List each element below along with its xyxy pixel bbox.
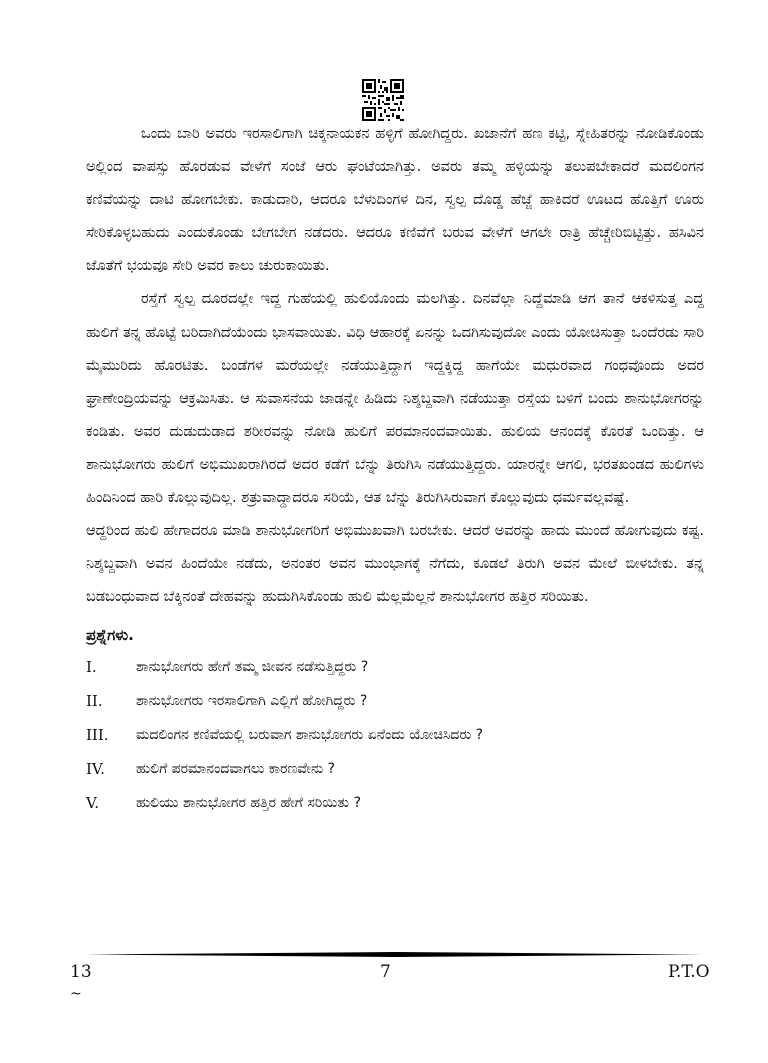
question-paper-code: 13: [70, 962, 92, 982]
question-item: [86, 684, 704, 718]
question-number: II.: [86, 692, 103, 711]
question-text: ಶಾನುಭೋಗರು ಇರಸಾಲಿಗಾಗಿ ಎಲ್ಲಿಗೆ ಹೋಗಿದ್ದರು ?: [136, 693, 368, 710]
paragraph-1: ಒಂದು ಬಾರಿ ಅವರು ಇರಸಾಲಿಗಾಗಿ ಚಿಕ್ಕನಾಯಕನ ಹಳ್ಳಿಗೆ ಹೋಗಿದ್ದರು. ಖಜಾನೆಗೆ ಹಣ ಕಟ್ಟಿ, ಸ್ನೇಹಿತರನ್ನು ನೋಡಿಕೊಂಡು ಅಲ್ಲಿಂದ ವಾಪಸ್ಸು ಹೊರಡುವ ವೇಳೆಗೆ ಸಂಜೆ ಆರು ಘಂಟೆಯಾಗಿತ್ತು. ಅವರು ತಮ್ಮ ಹಳ್ಳಿಯನ್ನು ತಲುಪಬೇಕಾದರೆ ಮದಲಿಂಗನ ಕಣಿವೆಯನ್ನು ದಾಟಿ ಹೋಗಬೇಕು. ಕಾಡುದಾರಿ, ಆದರೂ ಬೆಳುದಿಂಗಳ ದಿನ, ಸ್ವಲ್ಪ ದೊಡ್ಡ ಹೆಜ್ಜೆ ಹಾಕಿದರೆ ಊಟದ ಹೊತ್ತಿಗೆ ಊರು ಸೇರಿಕೊಳ್ಳಬಹುದು ಎಂದುಕೊಂಡು ಬೇಗಬೇಗ ನಡೆದರು. ಆದರೂ ಕಣಿವೆಗೆ ಬರುವ ವೇಳೆಗೆ ಆಗಲೇ ರಾತ್ರಿ ಹೆಚ್ಚೇರಿಬಿಟ್ಟಿತ್ತು. ಹಸಿವಿನ ಜೊತೆಗೆ ಭಯವೂ ಸೇರಿ ಅವರ ಕಾಲು ಚುರುಕಾಯಿತು.: [86, 126, 704, 275]
question-item: [86, 752, 704, 786]
question-item: [86, 786, 704, 820]
qr-code-icon: [362, 79, 404, 121]
question-text: ಮದಲಿಂಗನ ಕಣಿವೆಯಲ್ಲಿ ಬರುವಾಗ ಶಾನುಭೋಗರು ಏನೆಂದು ಯೋಚಿಸಿದರು ?: [136, 727, 484, 744]
question-number: III.: [86, 726, 109, 745]
questions-heading: ಪ್ರಶ್ನೆಗಳು.: [86, 626, 134, 645]
question-item: [86, 718, 704, 752]
page-number: 7: [380, 962, 391, 982]
question-number: IV.: [86, 760, 105, 779]
question-text: ಶಾನುಭೋಗರು ಹೇಗೆ ತಮ್ಮ ಜೀವನ ನಡೆಸುತ್ತಿದ್ದರು ?: [136, 659, 369, 676]
question-text: ಹುಲಿಗೆ ಪರಮಾನಂದವಾಗಲು ಕಾರಣವೇನು ?: [136, 761, 336, 778]
questions-list: [86, 650, 704, 820]
question-item: [86, 650, 704, 684]
question-text: ಹುಲಿಯು ಶಾನುಭೋಗರ ಹತ್ತಿರ ಹೇಗೆ ಸರಿಯಿತು ?: [136, 795, 361, 812]
footer-divider: [86, 952, 704, 957]
paragraph-2: ರಸ್ತೆಗೆ ಸ್ವಲ್ಪ ದೂರದಲ್ಲೇ ಇದ್ದ ಗುಹೆಯಲ್ಲಿ ಹುಲಿಯೊಂದು ಮಲಗಿತ್ತು. ದಿನವೆಲ್ಲಾ ನಿದ್ದೆಮಾಡಿ ಆಗ ತಾನೆ ಆಕಳಿಸುತ್ತ ಎದ್ದ ಹುಲಿಗೆ ತನ್ನ ಹೊಟ್ಟೆ ಬರಿದಾಗಿದೆಯೆಂದು ಭಾಸವಾಯಿತು. ವಿಧಿ ಆಹಾರಕ್ಕೆ ಏನನ್ನು ಒದಗಿಸುವುದೋ ಎಂದು ಯೋಚಿಸುತ್ತಾ ಒಂದೆರಡು ಸಾರಿ ಮೈಮುರಿದು ಹೊರಟಿತು. ಬಂಡೆಗಳ ಮರೆಯಲ್ಲೇ ನಡೆಯುತ್ತಿದ್ದಾಗ ಇದ್ದಕ್ಕಿದ್ದ ಹಾಗೆಯೇ ಮಧುರವಾದ ಗಂಧವೊಂದು ಅದರ ಘ್ರಾಣೇಂದ್ರಿಯವನ್ನು ಆಕ್ರಮಿಸಿತು. ಆ ಸುವಾಸನೆಯ ಜಾಡನ್ನೇ ಹಿಡಿದು ನಿಶ್ಶಬ್ದವಾಗಿ ನಡೆಯುತ್ತಾ ರಸ್ತೆಯ ಬಳಿಗೆ ಬಂದು ಶಾನುಭೋಗರನ್ನು ಕಂಡಿತು. ಅವರ ದುಡುದುಡಾದ ಶರೀರವನ್ನು ನೋಡಿ ಹುಲಿಗೆ ಪರಮಾನಂದವಾಯಿತು. ಹುಲಿಯ ಆನಂದಕ್ಕೆ ಕೊರತೆ ಒಂದಿತ್ತು. ಆ ಶಾನುಭೋಗರು ಹುಲಿಗೆ ಅಭಿಮುಖರಾಗಿರದೆ ಅದರ ಕಡೆಗೆ ಬೆನ್ನು ತಿರುಗಿಸಿ ನಡೆಯುತ್ತಿದ್ದರು. ಯಾರನ್ನೇ ಆಗಲಿ, ಭರತಖಂಡದ ಹುಲಿಗಳು ಹಿಂದಿನಿಂದ ಹಾರಿ ಕೊಲ್ಲುವುದಿಲ್ಲ. ಶತ್ರುವಾದ್ದಾದರೂ ಸರಿಯೆ, ಆತ ಬೆನ್ನು ತಿರುಗಿಸಿರುವಾಗ ಕೊಲ್ಲುವುದು ಧರ್ಮವಲ್ಲವಷ್ಟೆ.: [86, 291, 704, 507]
passage-body: [86, 118, 704, 820]
paragraph-3: ಆದ್ದರಿಂದ ಹುಲಿ ಹೇಗಾದರೂ ಮಾಡಿ ಶಾನುಭೋಗರಿಗೆ ಅಭಿಮುಖವಾಗಿ ಬರಬೇಕು. ಆದರೆ ಅವರನ್ನು ಹಾದು ಮುಂದೆ ಹೋಗುವುದು ಕಷ್ಟ. ನಿಶ್ಶಬ್ದವಾಗಿ ಅವನ ಹಿಂದೆಯೇ ನಡೆದು, ಅನಂತರ ಅವನ ಮುಂಭಾಗಕ್ಕೆ ನೆಗೆದು, ಕೂಡಲೆ ತಿರುಗಿ ಅವನ ಮೇಲೆ ಬೀಳಬೇಕು. ತನ್ನ ಬಡಬಂಧುವಾದ ಬೆಕ್ಕಿನಂತೆ ದೇಹವನ್ನು ಹುದುಗಿಸಿಕೊಂಡು ಹುಲಿ ಮೆಲ್ಲಮೆಲ್ಲನೆ ಶಾನುಭೋಗರ ಹತ್ತಿರ ಸರಿಯಿತು.: [86, 523, 704, 606]
pto-label: P.T.O: [668, 962, 710, 982]
question-number: I.: [86, 658, 97, 677]
footer-mark: ~: [70, 986, 82, 1002]
question-number: V.: [86, 794, 99, 813]
